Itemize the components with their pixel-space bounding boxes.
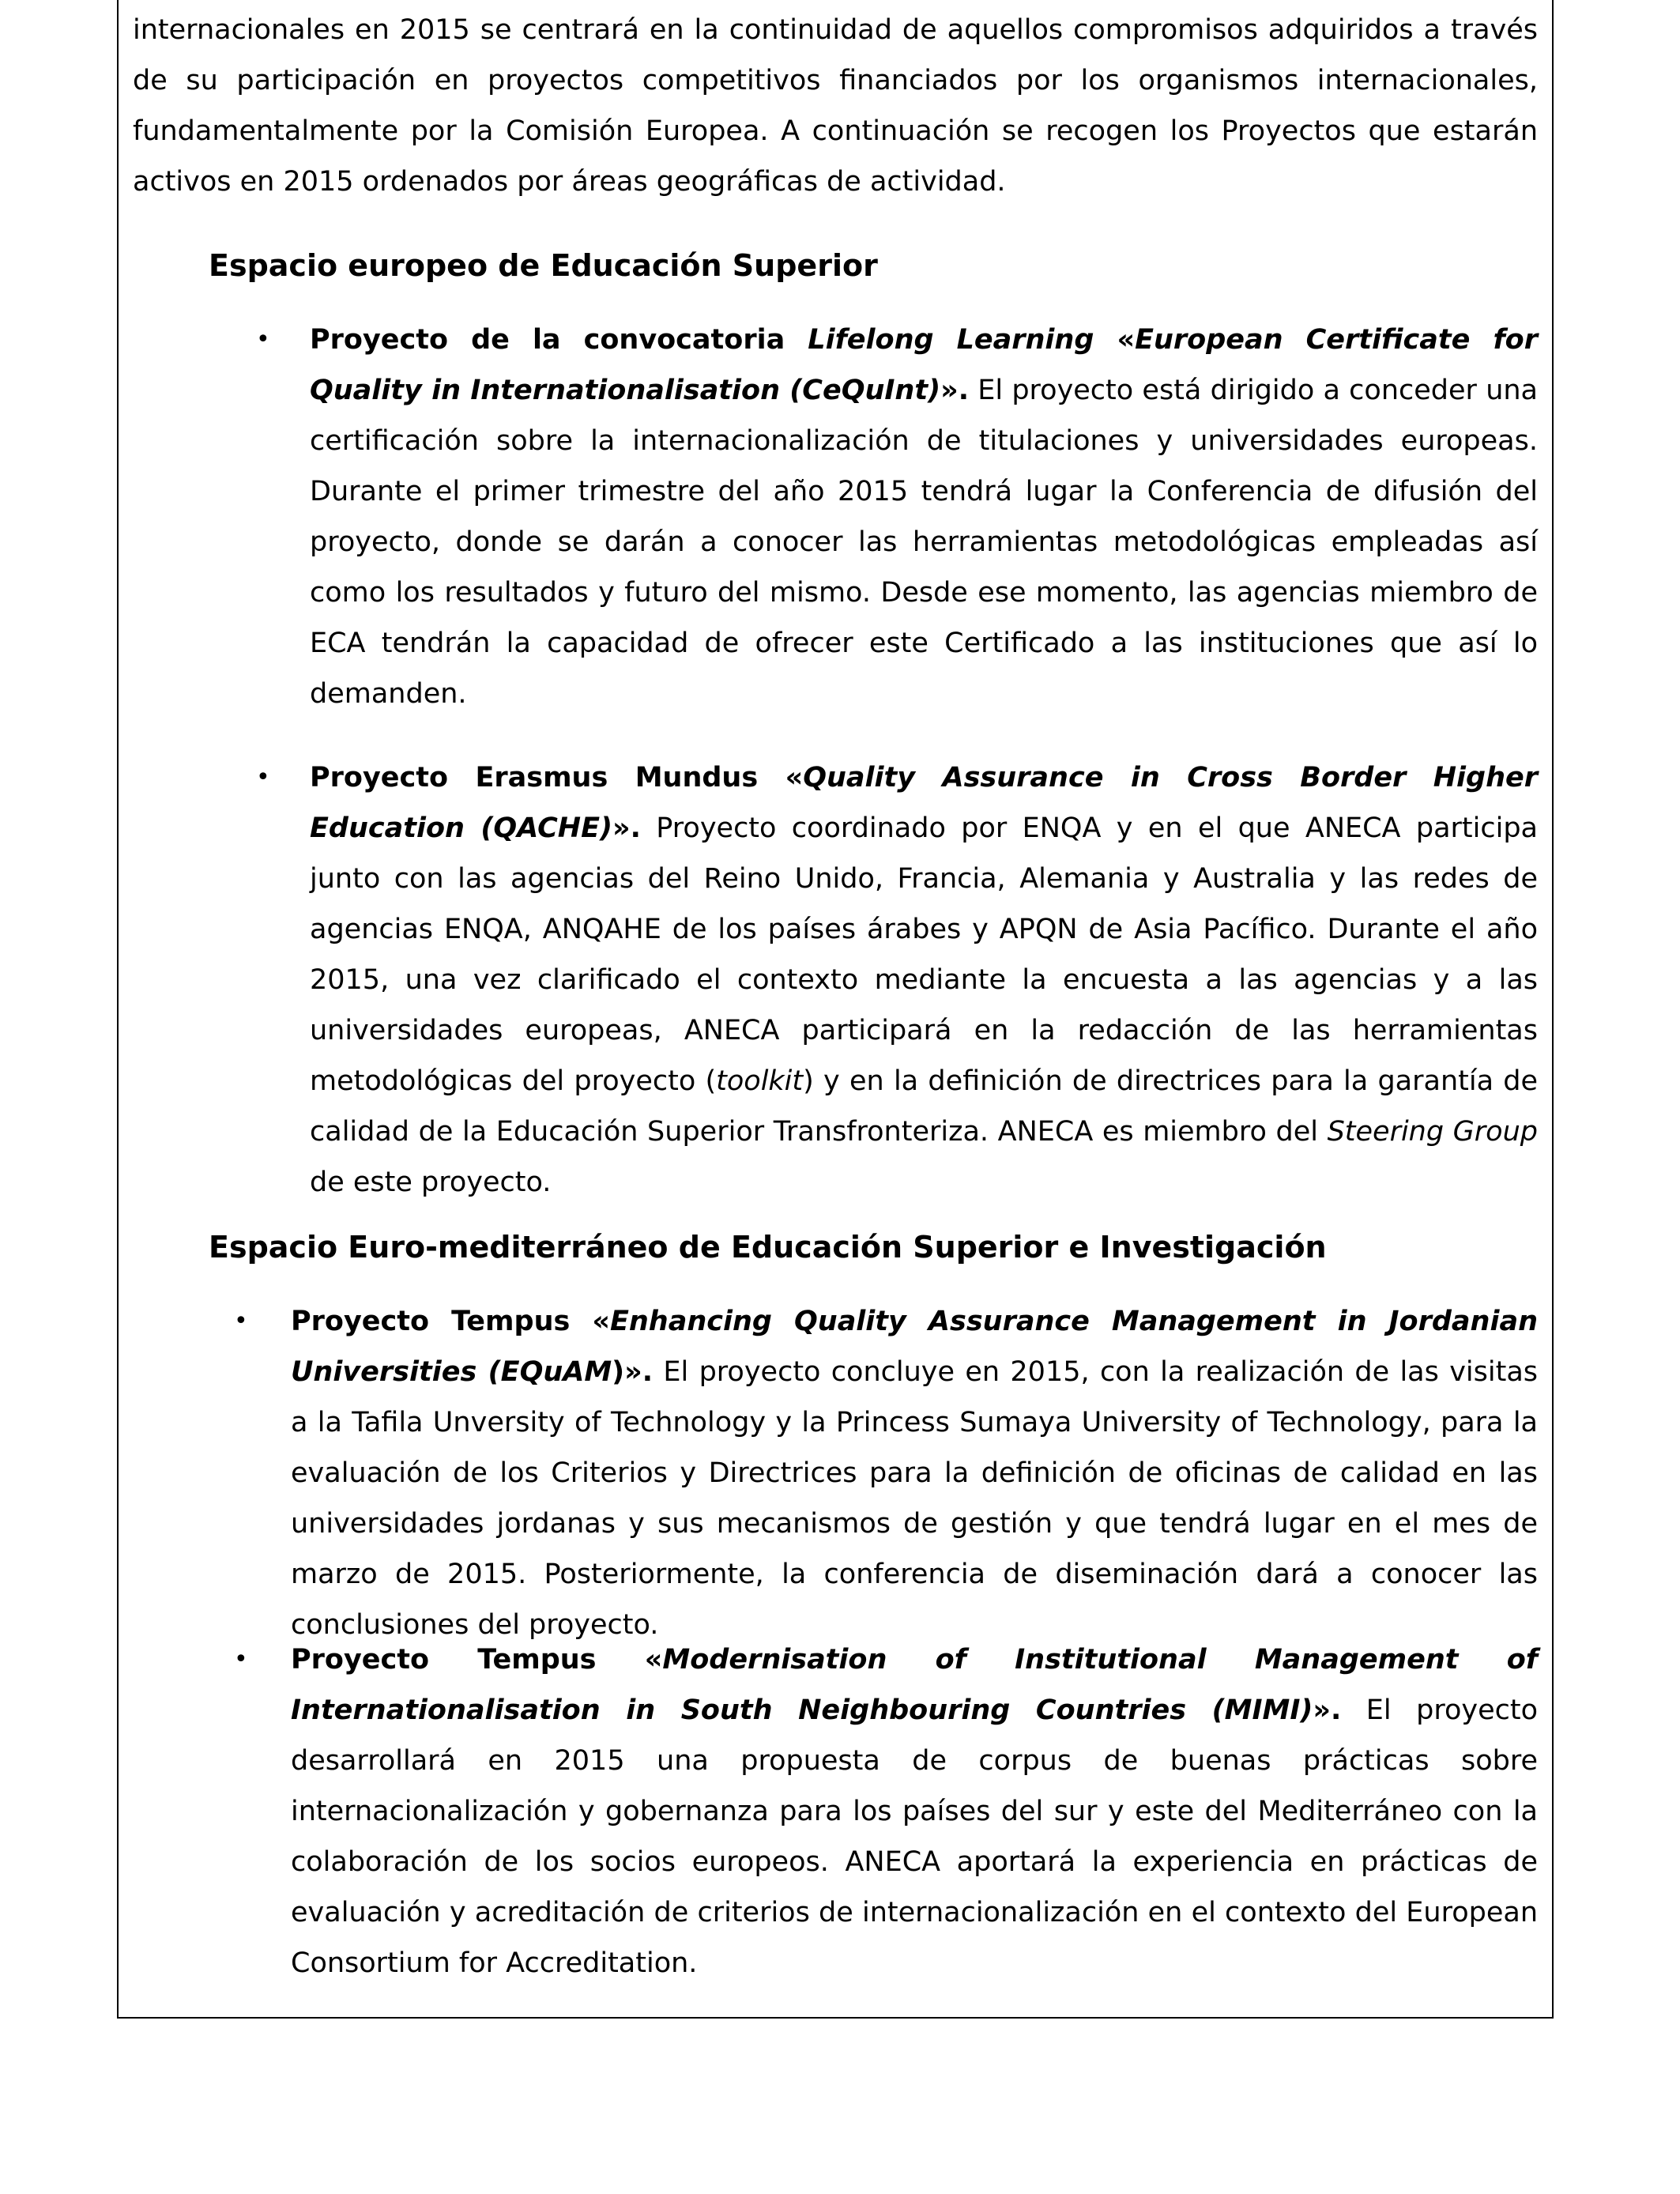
project-lead: Proyecto Tempus « xyxy=(291,1306,610,1337)
program-name: Lifelong Learning xyxy=(808,324,1094,356)
section-heading-european-space: Espacio europeo de Educación Superior xyxy=(209,248,878,283)
project-title: European Certificate for Quality in Internationalisation (CeQuInt) xyxy=(310,324,1538,406)
project-description: Proyecto coordinado por ENQA y en el que ANECA participa junto con las agencias del Reino Unido, Francia, Alemania y Australia y las redes de agencias ENQA, ANQAHE de los países árabes y APQN de Asia Pacífico. Durante el año 2015, una vez clarificado el contexto mediante la encuesta a las agencias y a las universidades europeas, ANECA participará en la redacción de las herramientas metodológicas del proyecto ( xyxy=(310,812,1538,1097)
project-lead: Proyecto Erasmus Mundus « xyxy=(310,762,804,794)
close-quote: ». xyxy=(1313,1695,1342,1726)
document-body xyxy=(133,5,1538,1989)
steering-group-term: Steering Group xyxy=(1327,1116,1538,1148)
project-title: Modernisation of Institutional Management of Internationalisation in South Neighbouring Countries (MIMI) xyxy=(291,1644,1538,1726)
bullet-icon: • xyxy=(234,1307,248,1335)
bullet-icon: • xyxy=(234,1646,248,1673)
project-item-qache xyxy=(133,752,1538,1208)
project-lead: Proyecto Tempus « xyxy=(291,1644,663,1676)
project-title: Enhancing Quality Assurance Management in Jordanian Universities (EQuAM xyxy=(291,1306,1538,1388)
project-lead: Proyecto de la convocatoria xyxy=(310,324,808,356)
section-heading-euro-mediterranean: Espacio Euro-mediterráneo de Educación Superior e Investigación xyxy=(209,1230,1327,1265)
project-list-euro-mediterranean xyxy=(133,1296,1538,1989)
project-description-continued: ) y en la definición de directrices para la garantía de calidad de la Educación Superior Transfronteriza. ANECA es miembro del xyxy=(310,1065,1539,1148)
toolkit-term: toolkit xyxy=(716,1065,804,1097)
bullet-icon: • xyxy=(256,763,270,791)
close-quote: )». xyxy=(612,1356,654,1388)
project-title: Quality Assurance in Cross Border Higher Education (QACHE) xyxy=(310,762,1538,844)
close-quote: ». xyxy=(940,375,969,406)
project-item-equam xyxy=(133,1296,1538,1650)
open-quote: « xyxy=(1094,324,1136,356)
project-item-mimi xyxy=(133,1634,1538,1989)
project-list-european-space xyxy=(133,315,1538,1208)
project-description: El proyecto concluye en 2015, con la realización de las visitas a la Tafila Unversity of Technology y la Princess Sumaya University of Technology, para la evaluación de los Criterios y Directrices para la definición de oficinas de calidad en las universidades jordanas y sus mecanismos de gestión y que tendrá lugar en el mes de marzo de 2015. Posteriormente, la conferencia de diseminación dará a conocer las conclusiones del proyecto. xyxy=(291,1356,1539,1641)
close-quote: ». xyxy=(612,812,641,844)
project-description: El proyecto desarrollará en 2015 una propuesta de corpus de buenas prácticas sobre internacionalización y gobernanza para los países del sur y este del Mediterráneo con la colaboración de los socios europeos. ANECA aportará la experiencia en prácticas de evaluación y acreditación de criterios de internacionalización en el contexto del European Consortium for Accreditation. xyxy=(291,1695,1539,1979)
project-item-cequint xyxy=(133,315,1538,719)
project-description: El proyecto está dirigido a conceder una certificación sobre la internacionalización de titulaciones y universidades europeas. Durante el primer trimestre del año 2015 tendrá lugar la Conferencia de difusión del proyecto, donde se darán a conocer las herramientas metodológicas empleadas así como los resultados y futuro del mismo. Desde ese momento, las agencias miembro de ECA tendrán la capacidad de ofrecer este Certificado a las instituciones que así lo demanden. xyxy=(310,375,1539,710)
intro-paragraph: internacionales en 2015 se centrará en la continuidad de aquellos compromisos adquiridos a través de su participación en proyectos competitivos financiados por los organismos internacionales, fundamentalmente por la Comisión Europea. A continuación se recogen los Proyectos que estarán activos en 2015 ordenados por áreas geográficas de actividad. xyxy=(133,14,1538,198)
project-description-end: de este proyecto. xyxy=(310,1167,552,1198)
bullet-icon: • xyxy=(256,326,270,353)
